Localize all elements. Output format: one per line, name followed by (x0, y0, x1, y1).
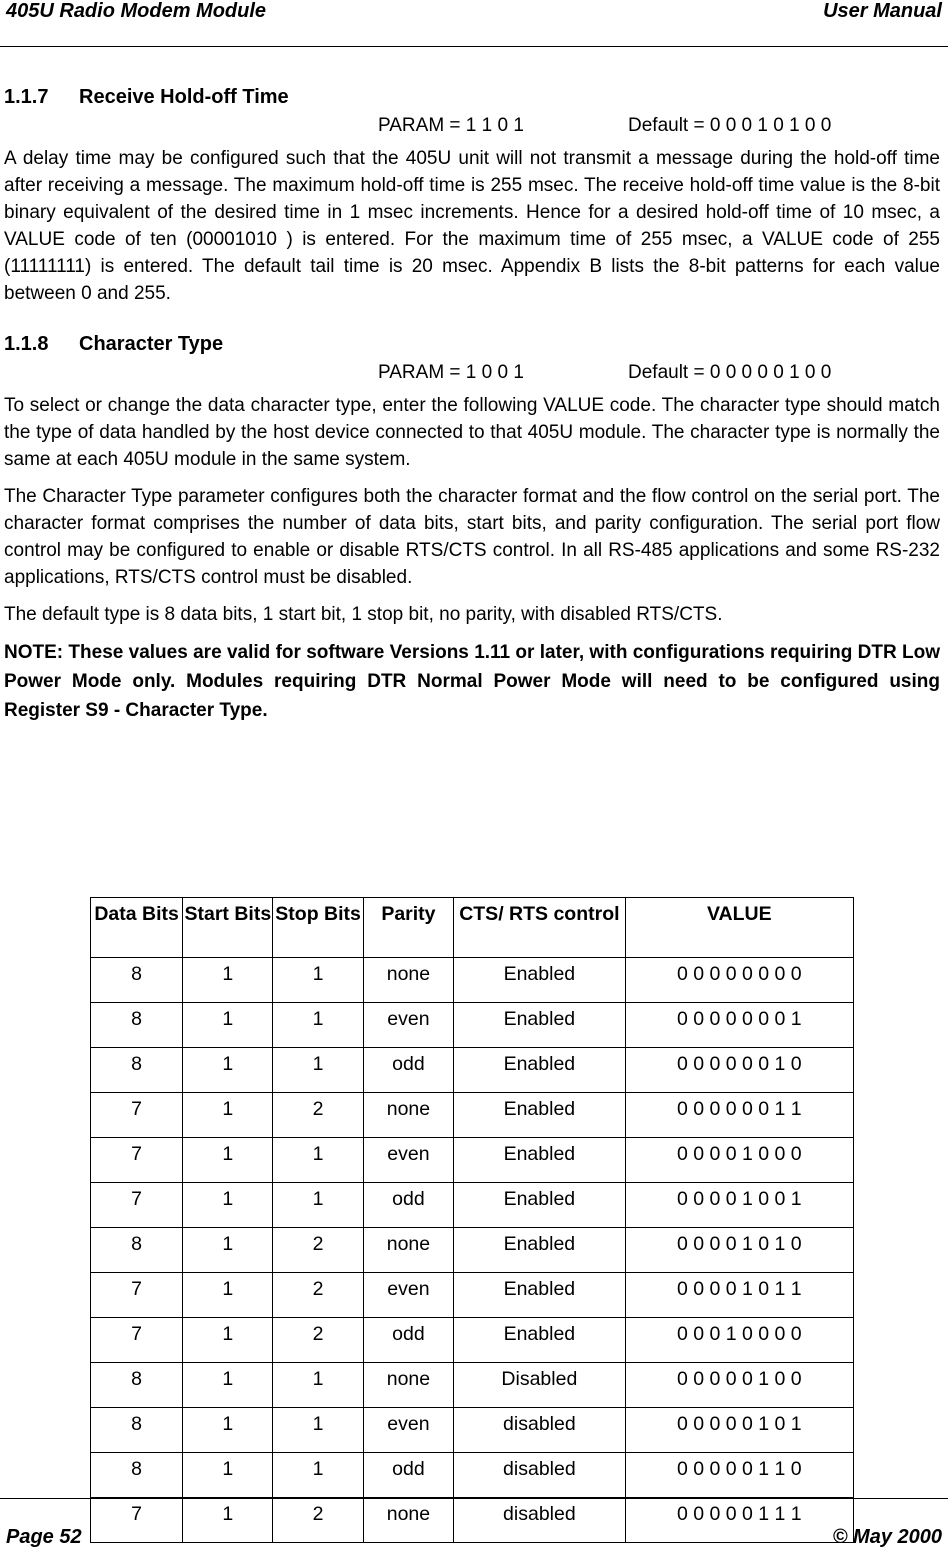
table-row (91, 1363, 854, 1408)
table-row (91, 1318, 854, 1363)
table-cell: odd (363, 1318, 453, 1363)
version-note: NOTE: These values are valid for software Versions 1.11 or later, with configurations requiring DTR Low Power Mode only. Modules requiring DTR Normal Power Mode will need to be configured using Register S9 - Character Type. (4, 642, 940, 721)
column-header: Stop Bits (273, 898, 363, 958)
table-cell: 1 (273, 1183, 363, 1228)
table-cell: 7 (91, 1138, 183, 1183)
page-content (4, 86, 940, 725)
character-type-intro: To select or change the data character type, enter the following VALUE code. The character type should match the type of data handled by the host device connected to that 405U module. The character type is normally the same at each 405U module in the same system. (4, 395, 940, 470)
character-type-table (90, 897, 854, 1543)
section-heading-character-type (4, 333, 940, 356)
table-cell: 8 (91, 1048, 183, 1093)
table-cell: 1 (273, 1048, 363, 1093)
table-row (91, 1408, 854, 1453)
column-header: Parity (363, 898, 453, 958)
table-cell: 1 (183, 1093, 273, 1138)
column-header: CTS/ RTS control (454, 898, 625, 958)
table-cell: odd (363, 1453, 453, 1498)
table-cell: none (363, 1228, 453, 1273)
character-type-explanation: The Character Type parameter configures both the character format and the flow control on the serial port. The character format comprises the number of data bits, start bits, and parity configuration. The serial port flow control may be configured to enable or disable RTS/CTS control. In all RS-485 applications and some RS-232 applications, RTS/CTS control must be disabled. (4, 486, 940, 588)
table-cell: none (363, 1093, 453, 1138)
table-cell: 0 0 0 1 0 0 0 0 (625, 1318, 853, 1363)
table-cell: 1 (183, 1048, 273, 1093)
table-cell: 8 (91, 1408, 183, 1453)
table-cell: 1 (183, 1183, 273, 1228)
table-row (91, 1093, 854, 1138)
copyright-date: © May 2000 (832, 1526, 942, 1548)
page-header (0, 0, 948, 46)
table-cell: 1 (183, 958, 273, 1003)
table-cell: 2 (273, 1273, 363, 1318)
param-code: PARAM = 1 1 0 1 (378, 115, 524, 136)
table-cell: 8 (91, 1228, 183, 1273)
table-cell: Enabled (454, 1228, 625, 1273)
table-row (91, 1048, 854, 1093)
table-cell: 8 (91, 1003, 183, 1048)
table-cell: Enabled (454, 1183, 625, 1228)
table-cell: 1 (183, 1273, 273, 1318)
section-heading-receive-holdoff (4, 86, 940, 109)
table-cell: 0 0 0 0 1 0 1 1 (625, 1273, 853, 1318)
column-header: Data Bits (91, 898, 183, 958)
table-header-row (91, 898, 854, 958)
table-cell: 0 0 0 0 0 0 0 1 (625, 1003, 853, 1048)
table-cell: none (363, 1498, 453, 1543)
table-cell: 0 0 0 0 0 1 1 0 (625, 1453, 853, 1498)
table-cell: 8 (91, 1453, 183, 1498)
table-cell: odd (363, 1048, 453, 1093)
table-cell: 2 (273, 1318, 363, 1363)
table-cell: 1 (183, 1228, 273, 1273)
param-default: Default = 0 0 0 0 0 1 0 0 (628, 362, 832, 383)
table-row (91, 1273, 854, 1318)
table-cell: 8 (91, 958, 183, 1003)
table-cell: Enabled (454, 1273, 625, 1318)
table-cell: 1 (183, 1363, 273, 1408)
table-cell: 2 (273, 1093, 363, 1138)
table-cell: odd (363, 1183, 453, 1228)
footer-rule (0, 1498, 948, 1499)
section-title: Receive Hold-off Time (79, 86, 289, 108)
page-number: Page 52 (6, 1526, 82, 1548)
table-cell: none (363, 1363, 453, 1408)
table-cell: 1 (273, 1363, 363, 1408)
table-row (91, 1228, 854, 1273)
section-number: 1.1.7 (4, 86, 49, 108)
table-cell: 0 0 0 0 0 1 1 1 (625, 1498, 853, 1543)
default-type-text: The default type is 8 data bits, 1 start bit, 1 stop bit, no parity, with disabled RTS/CTS. (4, 604, 723, 625)
table-row (91, 1138, 854, 1183)
table-cell: 2 (273, 1228, 363, 1273)
param-default: Default = 0 0 0 1 0 1 0 0 (628, 115, 832, 136)
table-cell: disabled (454, 1408, 625, 1453)
table-cell: 7 (91, 1273, 183, 1318)
param-line (4, 362, 940, 392)
table-cell: 2 (273, 1498, 363, 1543)
table-cell: even (363, 1273, 453, 1318)
table-cell: Disabled (454, 1363, 625, 1408)
table-cell: none (363, 958, 453, 1003)
holdoff-description: A delay time may be configured such that the 405U unit will not transmit a message during the hold-off time after receiving a message. The maximum hold-off time is 255 msec. The receive hold-off time value is the 8-bit binary equivalent of the desired time in 1 msec increments. Hence for a desired hold-off time of 10 msec, a VALUE code of ten (00001010 ) is entered. For the maximum time of 255 msec, a VALUE code of 255 (11111111) is entered. The default tail time is 20 msec. Appendix B lists the 8-bit patterns for each value between 0 and 255. (4, 148, 940, 304)
section-title: Character Type (79, 333, 224, 355)
table-cell: Enabled (454, 958, 625, 1003)
table-row (91, 1003, 854, 1048)
table-cell: 7 (91, 1183, 183, 1228)
table-cell: 1 (183, 1408, 273, 1453)
table-cell: 1 (183, 1003, 273, 1048)
table-cell: disabled (454, 1453, 625, 1498)
table-cell: 0 0 0 0 0 0 1 0 (625, 1048, 853, 1093)
table-cell: 0 0 0 0 0 0 1 1 (625, 1093, 853, 1138)
table-row (91, 1498, 854, 1543)
table-cell: Enabled (454, 1093, 625, 1138)
param-line (4, 115, 940, 145)
table-cell: disabled (454, 1498, 625, 1543)
table-cell: 1 (273, 1408, 363, 1453)
table-cell: Enabled (454, 1048, 625, 1093)
table-cell: even (363, 1003, 453, 1048)
table-row (91, 1453, 854, 1498)
table-cell: 0 0 0 0 0 0 0 0 (625, 958, 853, 1003)
param-code: PARAM = 1 0 0 1 (378, 362, 524, 383)
table-cell: 7 (91, 1318, 183, 1363)
table-cell: 7 (91, 1093, 183, 1138)
table-cell: Enabled (454, 1318, 625, 1363)
header-title: 405U Radio Modem Module (6, 0, 267, 22)
header-doc-type: User Manual (823, 0, 942, 22)
table-cell: 1 (183, 1453, 273, 1498)
header-rule (0, 46, 948, 47)
table-cell: 0 0 0 0 1 0 0 1 (625, 1183, 853, 1228)
column-header: VALUE (625, 898, 853, 958)
table-cell: even (363, 1138, 453, 1183)
table-row (91, 1183, 854, 1228)
table-cell: 0 0 0 0 0 1 0 0 (625, 1363, 853, 1408)
table-cell: 1 (273, 958, 363, 1003)
table-cell: 1 (273, 1453, 363, 1498)
table-cell: even (363, 1408, 453, 1453)
table-cell: 1 (183, 1138, 273, 1183)
table-cell: 0 0 0 0 0 1 0 1 (625, 1408, 853, 1453)
table-cell: 0 0 0 0 1 0 0 0 (625, 1138, 853, 1183)
table-cell: 0 0 0 0 1 0 1 0 (625, 1228, 853, 1273)
table-cell: Enabled (454, 1003, 625, 1048)
table-body (91, 958, 854, 1543)
table-cell: 1 (183, 1498, 273, 1543)
table-cell: Enabled (454, 1138, 625, 1183)
table-cell: 1 (273, 1138, 363, 1183)
table-cell: 7 (91, 1498, 183, 1543)
table-row (91, 958, 854, 1003)
table-cell: 1 (183, 1318, 273, 1363)
section-number: 1.1.8 (4, 333, 49, 355)
table-cell: 1 (273, 1003, 363, 1048)
table-cell: 8 (91, 1363, 183, 1408)
column-header: Start Bits (183, 898, 273, 958)
